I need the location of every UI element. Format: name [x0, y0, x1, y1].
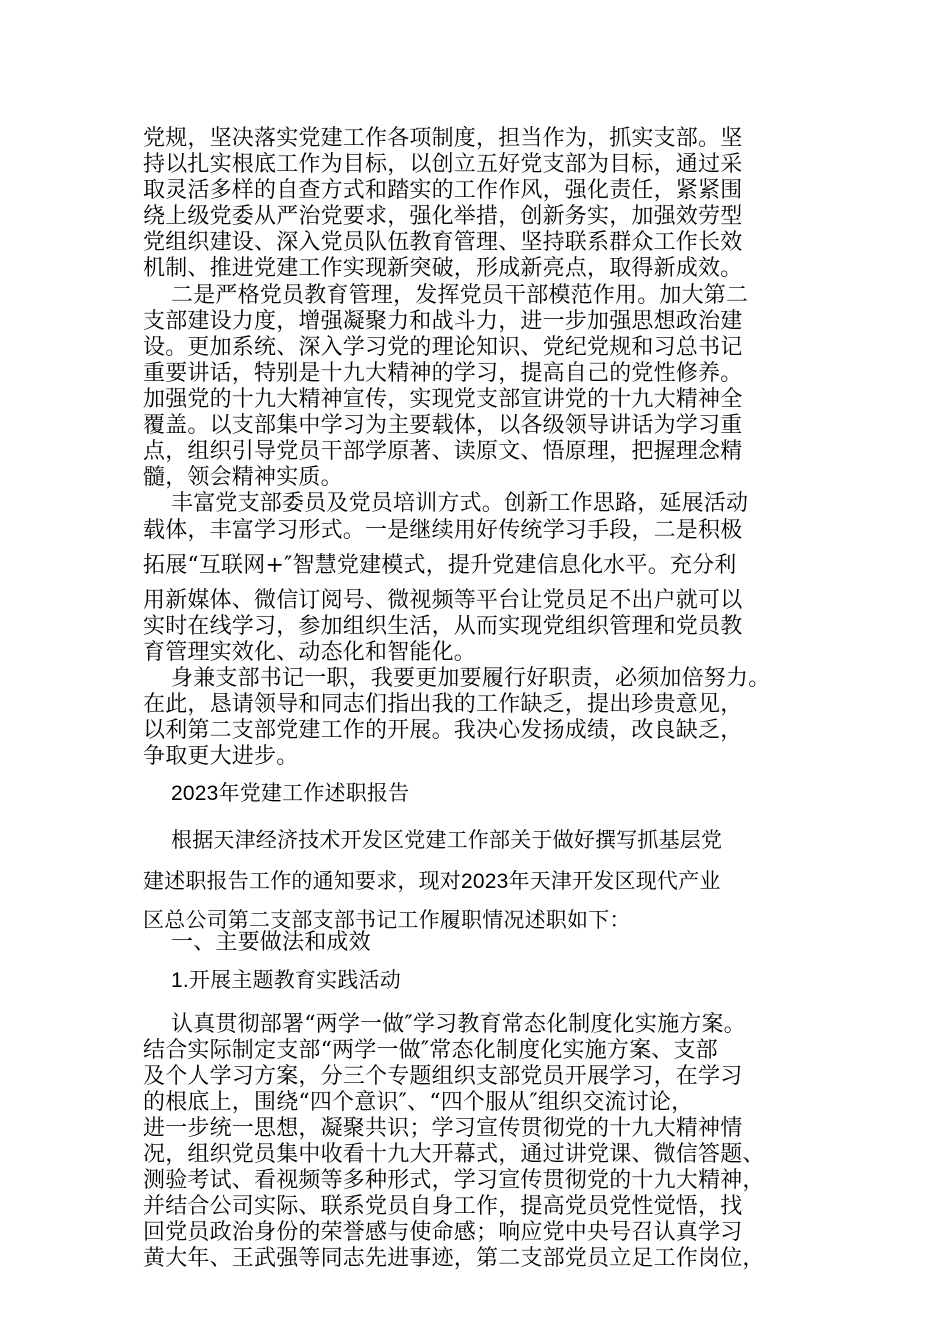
text-line: 并结合公司实际、联系党员自身工作，提高党员党性觉悟，找 [143, 1194, 743, 1219]
text-line: 设。更加系统、深入学习党的理论知识、党纪党规和习总书记 [143, 335, 743, 360]
text-line: 用新媒体、微信订阅号、微视频等平台让党员足不出户就可以 [143, 588, 743, 613]
text-line: 点，组织引导党员干部学原著、读原文、悟原理，把握理念精 [143, 439, 743, 464]
text-line: 机制、推进党建工作实现新突破，形成新亮点，取得新成效。 [143, 256, 743, 281]
text-line: 及个人学习方案，分三个专题组织支部党员开展学习，在学习 [143, 1064, 743, 1089]
text-line: 绕上级党委从严治党要求，强化举措，创新务实，加强效劳型 [143, 204, 743, 229]
section-heading: 一、主要做法和成效 [171, 930, 371, 955]
text-line: 载体，丰富学习形式。一是继续用好传统学习手段，二是积极 [143, 518, 743, 543]
text-line: 测验考试、看视频等多种形式，学习宣传贯彻党的十九大精神， [143, 1168, 765, 1193]
text-line: 髓，领会精神实质。 [143, 465, 343, 490]
text-line: 在此，恳请领导和同志们指出我的工作缺乏，提出珍贵意见， [143, 692, 743, 717]
text-line: 争取更大进步。 [143, 744, 299, 769]
paragraph-start-line: 认真贯彻部署“两学一做″学习教育常态化制度化实施方案。 [171, 1012, 746, 1037]
text-line: 黄大年、王武强等同志先进事迹，第二支部党员立足工作岗位， [143, 1246, 765, 1271]
text-line: 覆盖。以支部集中学习为主要载体，以各级领导讲话为学习重 [143, 413, 743, 438]
text-line: 以利第二支部党建工作的开展。我决心发扬成绩，改良缺乏， [143, 718, 743, 743]
text-line: 党组织建设、深入党员队伍教育管理、坚持联系群众工作长效 [143, 230, 743, 255]
text-line: 况，组织党员集中收看十九大开幕式，通过讲党课、微信答题、 [143, 1142, 765, 1167]
text-line: 的根底上，围绕“四个意识″、“四个服从″组织交流讨论， [143, 1090, 694, 1115]
text-line: 支部建设力度，增强凝聚力和战斗力，进一步加强思想政治建 [143, 309, 743, 334]
subsection-heading: 1.开展主题教育实践活动 [171, 969, 401, 992]
text-line: 回党员政治身份的荣誉感与使命感；响应党中央号召认真学习 [143, 1220, 743, 1245]
text-line: 持以扎实根底工作为目标，以创立五好党支部为目标，通过采 [143, 152, 743, 177]
text-line: 实时在线学习，参加组织生活，从而实现党组织管理和党员教 [143, 614, 743, 639]
text-line: 党规，坚决落实党建工作各项制度，担当作为，抓实支部。坚 [143, 126, 743, 151]
text-line: 进一步统一思想，凝聚共识；学习宣传贯彻党的十九大精神情 [143, 1116, 743, 1141]
paragraph-start-line: 根据天津经济技术开发区党建工作部关于做好撰写抓基层党 [171, 829, 723, 852]
text-line: 加强党的十九大精神宣传，实现党支部宣讲党的十九大精神全 [143, 387, 743, 412]
text-line: 取灵活多样的自查方式和踏实的工作作风，强化责任，紧紧围 [143, 178, 743, 203]
paragraph-start-line: 丰富党支部委员及党员培训方式。创新工作思路，延展活动 [171, 491, 749, 516]
text-line: 拓展“互联网+″智慧党建模式，提升党建信息化水平。充分利 [143, 553, 737, 578]
text-line: 重要讲话，特别是十九大精神的学习，提高自己的党性修养。 [143, 361, 743, 386]
text-line: 育管理实效化、动态化和智能化。 [143, 640, 477, 665]
report-title: 2023年党建工作述职报告 [171, 782, 410, 805]
paragraph-start-line: 身兼支部书记一职，我要更加要履行好职责，必须加倍努力。 [171, 666, 771, 691]
text-line: 建述职报告工作的通知要求，现对2023年天津开发区现代产业 [143, 870, 721, 893]
paragraph-start-line: 二是严格党员教育管理，发挥党员干部模范作用。加大第二 [171, 283, 749, 308]
text-line: 区总公司第二支部支部书记工作履职情况述职如下： [143, 909, 631, 932]
text-line: 结合实际制定支部“两学一做″常态化制度化实施方案、支部 [143, 1038, 718, 1063]
